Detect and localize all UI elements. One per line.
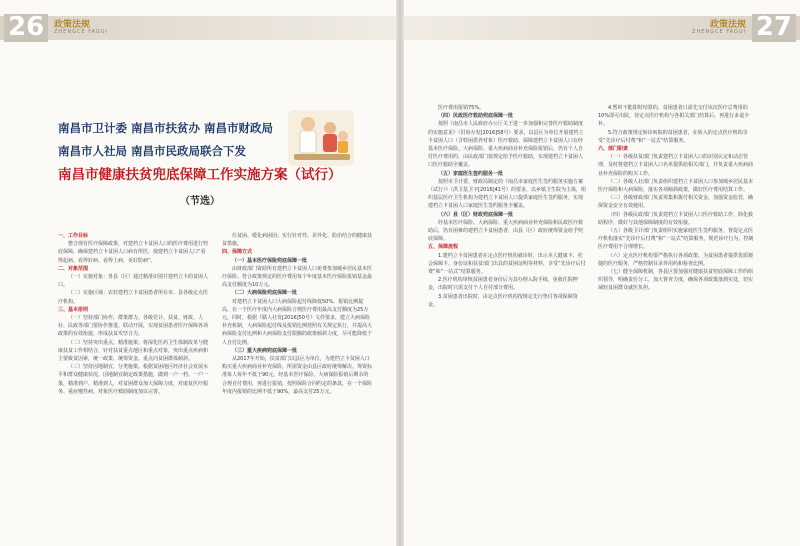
paragraph: （六）县（区）财政兜底保障一批 <box>438 211 514 218</box>
paragraph: 按照《南昌市人民政府办公厅关于进一步加强和完善医疗救助制度的实施意见》（洪府办发[2016]58号）要求，以县区为单位开展建档立卡贫困人口（含特困供养对象）医疗救助，保障建档立卡贫困人口在经基本医疗保险、大病保险、重大疾病商业补充保险报销后，仍有个人自付医疗费用的，由民政部门按规定给予医疗救助，实现建档立卡贫困人口医疗救助全覆盖。 <box>428 121 584 169</box>
paragraph: 2.医疗机构审核贫困患者身份后为其办理入院手续，免收住院押金，出院时只需支付个人自付部分费用。 <box>428 277 578 292</box>
paragraph: （二）各级人社部门负责组织建档立卡贫困人口参加城乡居民基本医疗保险和大病保险，落实各项倾斜政策，做好医疗费用结算工作。 <box>598 178 754 194</box>
page-number: 26 <box>8 12 45 42</box>
section-title: 政策法规 <box>709 20 746 30</box>
paragraph: （七）健全保障机制，各县区要加强对健康扶贫兜底保障工作的组织领导，明确责任分工，加大督查力度，确保各项政策落到实处，切实减轻贫困群众就医负担。 <box>598 269 754 292</box>
issuers-line-2: 南昌市人社局 南昌市民政局联合下发 <box>58 144 247 158</box>
paragraph: 从2017年开始，扶贫部门以县区为单位，为建档立卡贫困人口购买重大疾病商业补充保险，所需资金由县区政府统筹解决。筹资标准每人每年不低于90元，经基本医疗保险、大病保险报销后剩余的合规自付费用，再进行报销，按照保险合同约定的条款，在一个保险年度内报销的比例不低于90%，最高支付25万元。 <box>222 356 373 395</box>
paragraph: 六、部门职责 <box>598 146 629 153</box>
excerpt-label: （节选） <box>180 196 220 207</box>
paragraph: （一）实施对象：各县（区）通过精准识别并建档立卡的贫困人口。 <box>58 274 209 289</box>
paragraph: 由财政部门资助所有建档立卡贫困人口免费参加城乡居民基本医疗保险。符合政策规定的医疗费用每个年度基本医疗保险报销基金最高支付额度为10万元。 <box>222 265 373 289</box>
page-gutter <box>396 0 404 546</box>
paragraph: 三、基本原则 <box>58 306 89 313</box>
paragraph: 住贫困、缓化病困因；实行针对性、差异化、防治结合的健康扶贫措施。 <box>222 233 373 248</box>
paragraph: （二）大病保险兜底保障一批 <box>232 290 298 297</box>
paragraph: （四）民政医疗救助兜底保障一批 <box>438 113 514 120</box>
paragraph: 一、工作目标 <box>58 233 89 239</box>
right-column-1 <box>428 104 586 309</box>
paragraph: 对建档立卡贫困人口大病保险起付线降低50%，报销比例提高，在一个医疗年度内大病保险合规医疗费用最高支付额度为25万元。同时，根据《赣人社发[2016]50号》文件要求，建立大病保险补充机制，大病保险起付线及报销比例按照有关规定执行，并提高大病保险支付比例和大病保险支付限额的政策倾斜力度，尽可能降低个人自付比例。 <box>222 298 373 346</box>
paragraph: （五）家庭医生签约服务一批 <box>438 170 504 177</box>
right-page <box>400 0 800 546</box>
paragraph: （二）坚持突出重点，精准施策。将深化医药卫生体制改革与健康扶贫工作相结合，针对扶贫重点地区和重点对象，突出重点疾病和主要致贫因素，统一政策、统筹资金、重点向贫困群体倾斜。 <box>58 339 209 363</box>
paragraph: （三）各级财政部门负责筹集和拨付相关资金，加强资金监管，确保资金安全有效使用。 <box>598 195 754 210</box>
paragraph: 五、保障流程 <box>428 244 459 251</box>
paragraph: （三）重大疾病兜底保障一批 <box>232 347 298 354</box>
paragraph: （四）各级民政部门负责建档立卡贫困人口医疗救助工作，简化救助程序，做好与其他保障制度的有效衔接。 <box>598 211 754 226</box>
page-number: 27 <box>755 12 792 42</box>
paragraph: 四、保障方式 <box>222 249 253 256</box>
paragraph: （三）坚持因地制宜，分类施策。根据贫困地区经济社会发展水平和群众健康状况，因地制宜制定政策措施，做到一户一档、一户一策，精准到户、精准到人，对贫困群众加大保障力度，对康复医疗服务、重症慢性病、对象医疗救助制度加以完善。 <box>58 364 209 395</box>
paragraph: （一）坚持部门协作，群策群力。各级党计、扶贫、财政、人社、民政等部门要协作推进、联动开展，实现贫困患者医疗保障各项政策的有效衔接，形成扶贫攻坚合力。 <box>58 315 209 338</box>
section-title: 政策法规 <box>54 20 91 30</box>
paragraph: 二、对象范围 <box>58 265 89 272</box>
paragraph: （五）各级卫计部门负责组织实施家庭医生签约服务，督促定点医疗机构落实“先诊疗后付费”和“一站式”结算服务，规范诊疗行为，控制医疗费用不合理增长。 <box>598 228 754 251</box>
paragraph: （二）实施区域：农村建档立卡贫困患者所在市、县各级定点医疗机构。 <box>58 290 209 305</box>
paragraph: 医疗费用报销75%。 <box>438 105 485 111</box>
paragraph: （六）定点医疗机构要严格执行各项政策，为贫困患者提供优质便捷的医疗服务，严格控制目录外用药和检查比例。 <box>598 252 754 267</box>
left-column-2 <box>222 232 372 396</box>
paragraph: 1.建档立卡贫困患者在定点医疗机构就诊时，出示本人健康卡、社会保障卡、身份证和扶贫部门出具的贫困证明等材料，享受“先诊疗后付费”和“一站式”结算服务。 <box>428 252 586 276</box>
paragraph: 3.贫困患者出院时，由定点医疗机构按规定先行垫付各项保障资金。 <box>428 293 578 308</box>
right-column-2 <box>598 104 756 293</box>
paragraph: 5.符合政策规定转诊转院的贫困患者，在转入的定点医疗机构享受“先诊疗后付费”和“一站式”结算服务。 <box>598 129 748 144</box>
paragraph: 4.暂时不能即时结算的，贫困患者只需先交付该次医疗总费用的10%即可出院，待定点医疗机构与各相关部门结算后，再进行多退少补。 <box>598 105 750 128</box>
paragraph: 整合现有医疗保障政策，对建档立卡贫困人口的医疗费用进行兜底保障，确保建档立卡贫困人口病有所医，使建档立卡贫困人口“看得起病、看得好病、看得上病、更好防病”。 <box>58 241 209 264</box>
issuers-line-1: 南昌市卫计委 南昌市扶贫办 南昌市财政局 <box>58 121 274 135</box>
article-title: 南昌市健康扶贫兜底保障工作实施方案（试行） <box>58 167 342 183</box>
section-subtitle: ZHENGCE FAGUI <box>692 29 746 35</box>
paragraph: 经基本医疗保险、大病保险、重大疾病商业补充保险和民政医疗救助后，仍有困难的建档立卡贫困患者，由县（区）政府统筹资金给予兜底保障。 <box>428 219 584 243</box>
paragraph: （一）各级扶贫部门负责建档立卡贫困人口的识别认定和动态管理，及时将建档立卡贫困人口名单提供给相关部门，并负责重大疾病商业补充保险的购买工作。 <box>598 154 754 177</box>
paragraph: 按照市卫计委、财政局制定的《南昌市家庭医生签约服务实施方案（试行）》（洪卫基卫字[2016]41号）的要求，以乡镇卫生院为主体，组织基层医疗卫生机构为建档立卡贫困人口提供家庭医生签约服务，实现建档立卡贫困人口家庭医生签约服务全覆盖。 <box>428 178 586 210</box>
section-subtitle: ZHENGCE FAGUI <box>54 29 108 35</box>
paragraph: （一）基本医疗保险兜底保障一批 <box>232 257 308 264</box>
doctor-family-illustration <box>286 108 356 168</box>
left-column-1 <box>58 232 208 396</box>
